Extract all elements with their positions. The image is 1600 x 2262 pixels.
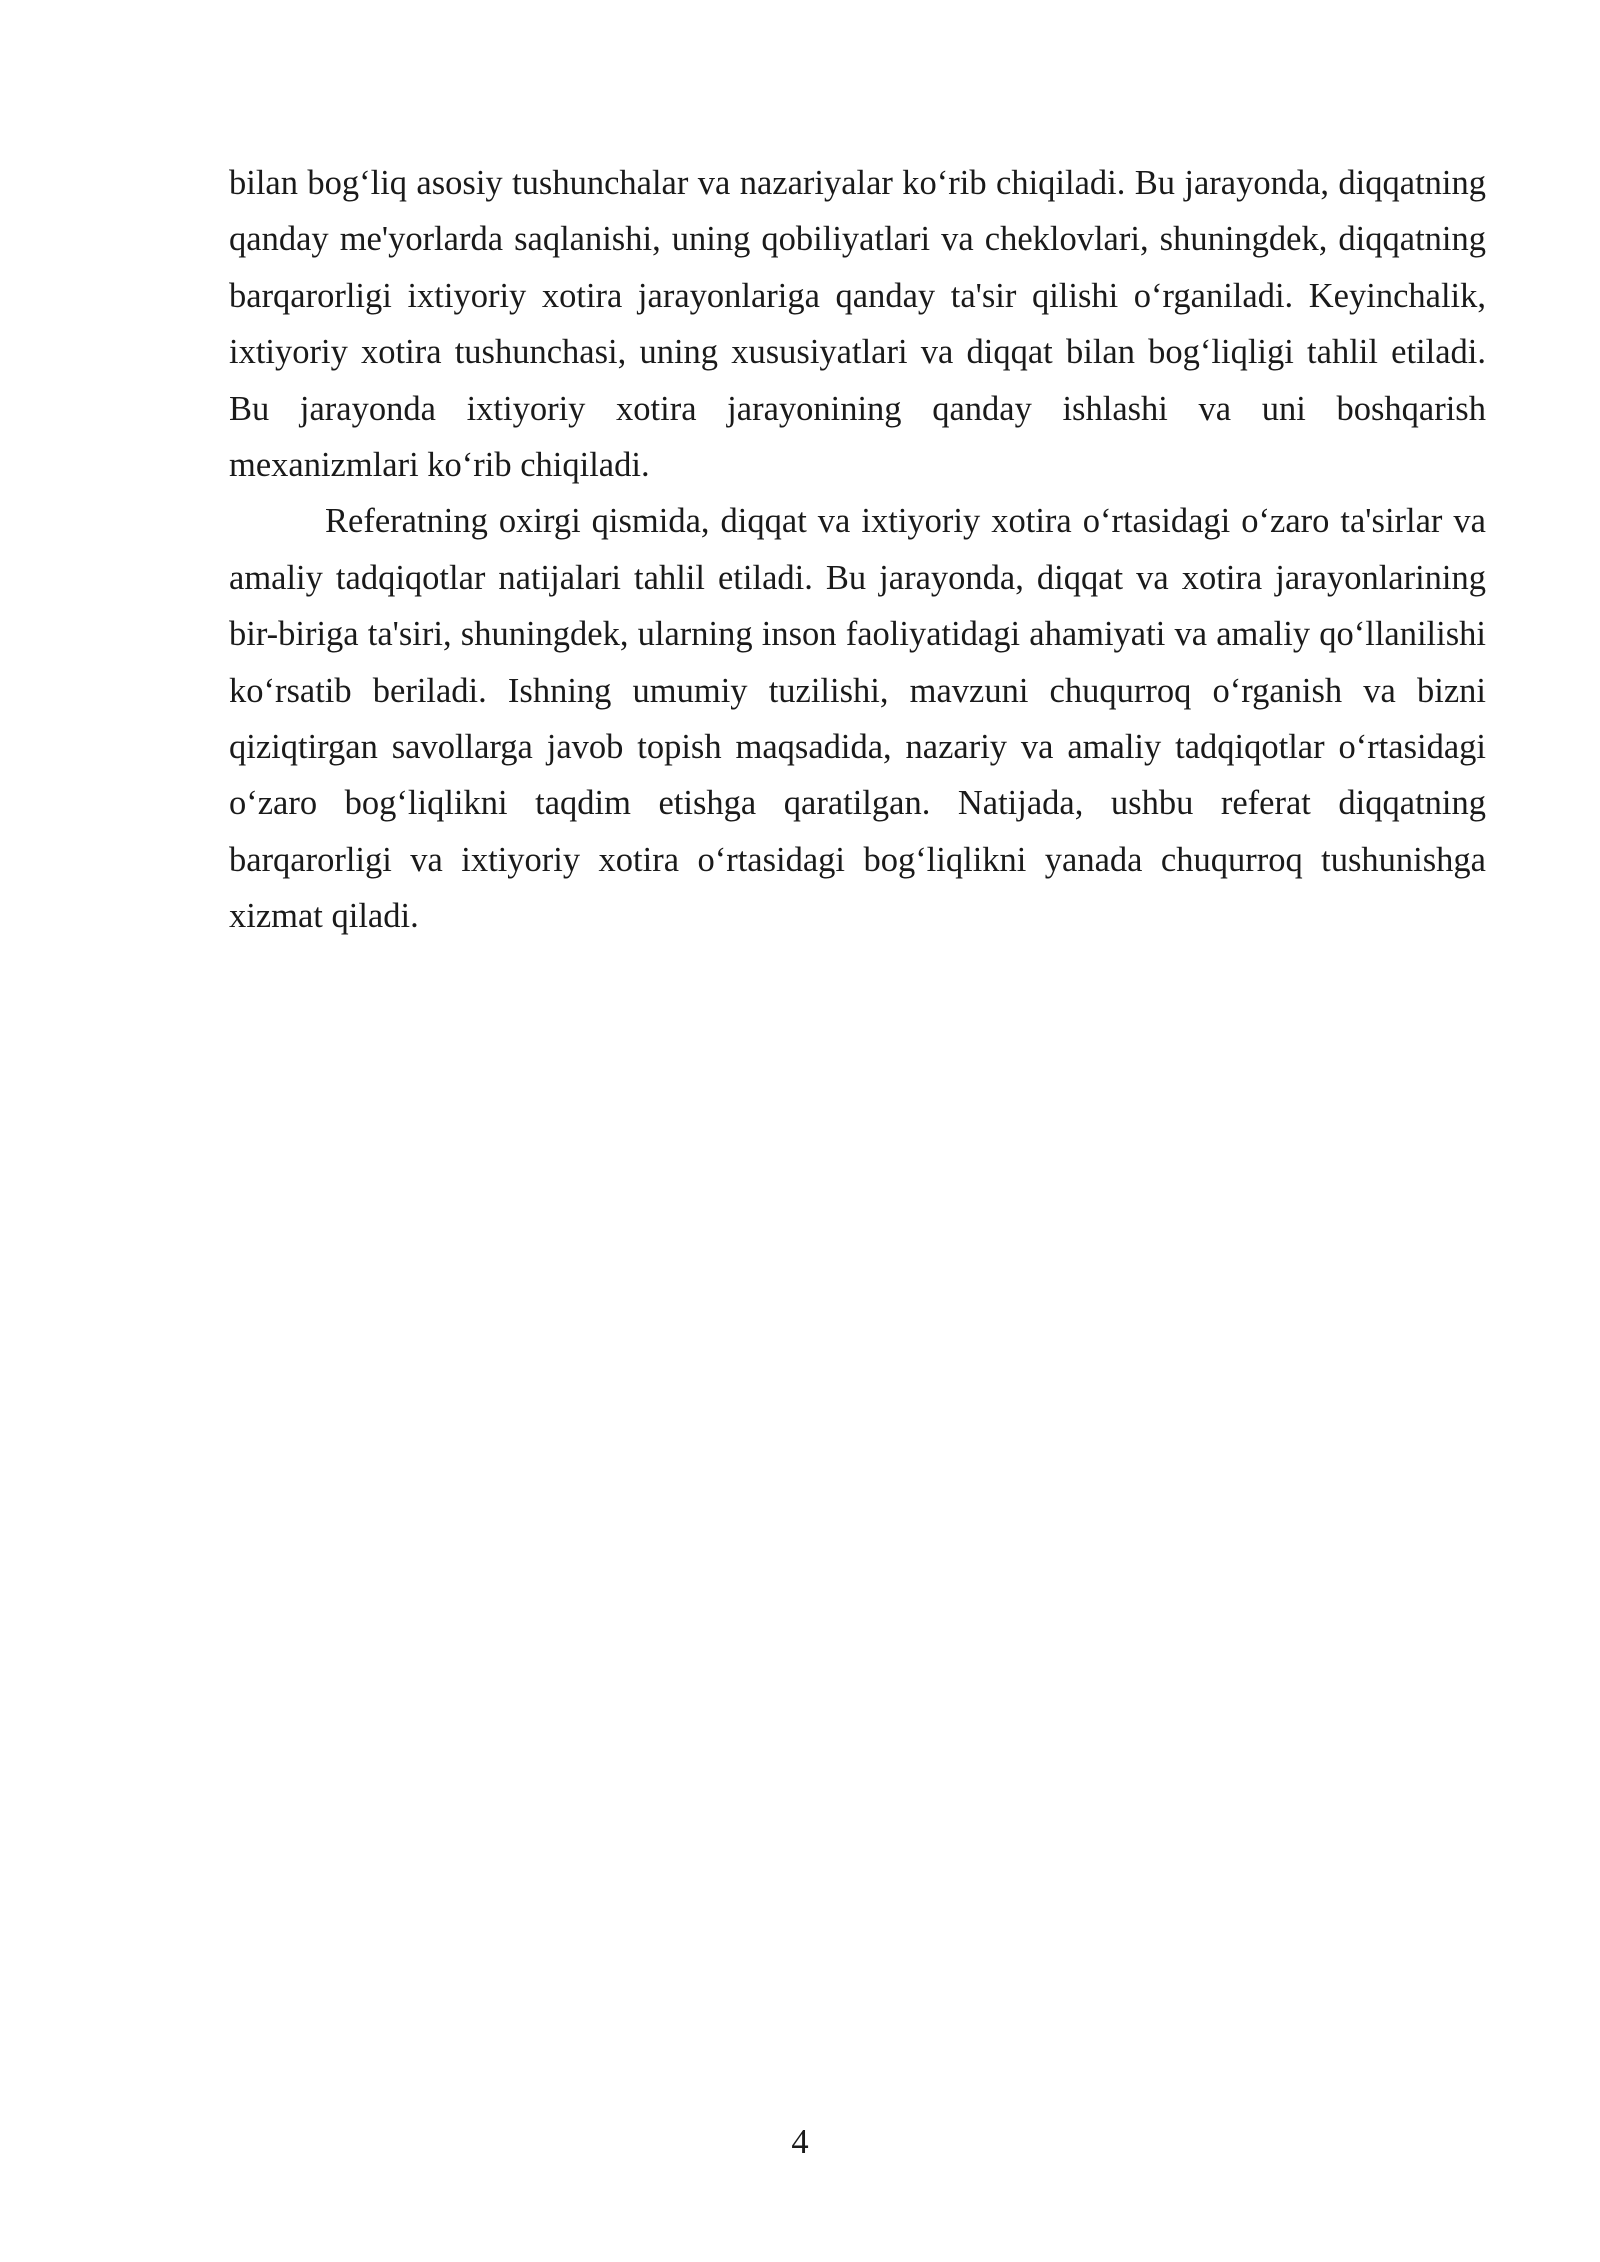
paragraph-conclusion: Referatning oxirgi qismida, diqqat va ixtiyoriy xotira o‘rtasidagi o‘zaro ta'sirlar va amaliy tadqiqotlar natijalari tahlil etiladi. Bu jarayonda, diqqat va xotira jarayonlarining bir-biriga ta'siri, shuningdek, ularning inson faoliyatidagi ahamiyati va amaliy qo‘llanilishi ko‘rsatib beriladi. Ishning umumiy tuzilishi, mavzuni chuqurroq o‘rganish va bizni qiziqtirgan savollarga javob topish maqsadida, nazariy va amaliy tadqiqotlar o‘rtasidagi o‘zaro bog‘liqlikni taqdim etishga qaratilgan. Natijada, ushbu referat diqqatning barqarorligi va ixtiyoriy xotira o‘rtasidagi bog‘liqlikni yanada chuqurroq tushunishga xizmat qiladi. [229, 502, 1486, 936]
page-number: 4 [791, 2123, 809, 2161]
paragraph-continuation: bilan bog‘liq asosiy tushunchalar va nazariyalar ko‘rib chiqiladi. Bu jarayonda, diqqatning qanday me'yorlarda saqlanishi, uning qobiliyatlari va cheklovlari, shuningdek, diqqatning barqarorligi ixtiyoriy xotira jarayonlariga qanday ta'sir qilishi o‘rganiladi. Keyinchalik, ixtiyoriy xotira tushunchasi, uning xususiyatlari va diqqat bilan bog‘liqligi tahlil etiladi. Bu jarayonda ixtiyoriy xotira jarayonining qanday ishlashi va uni boshqarish mexanizmlari ko‘rib chiqiladi. [229, 164, 1486, 485]
body-text [229, 155, 1486, 945]
